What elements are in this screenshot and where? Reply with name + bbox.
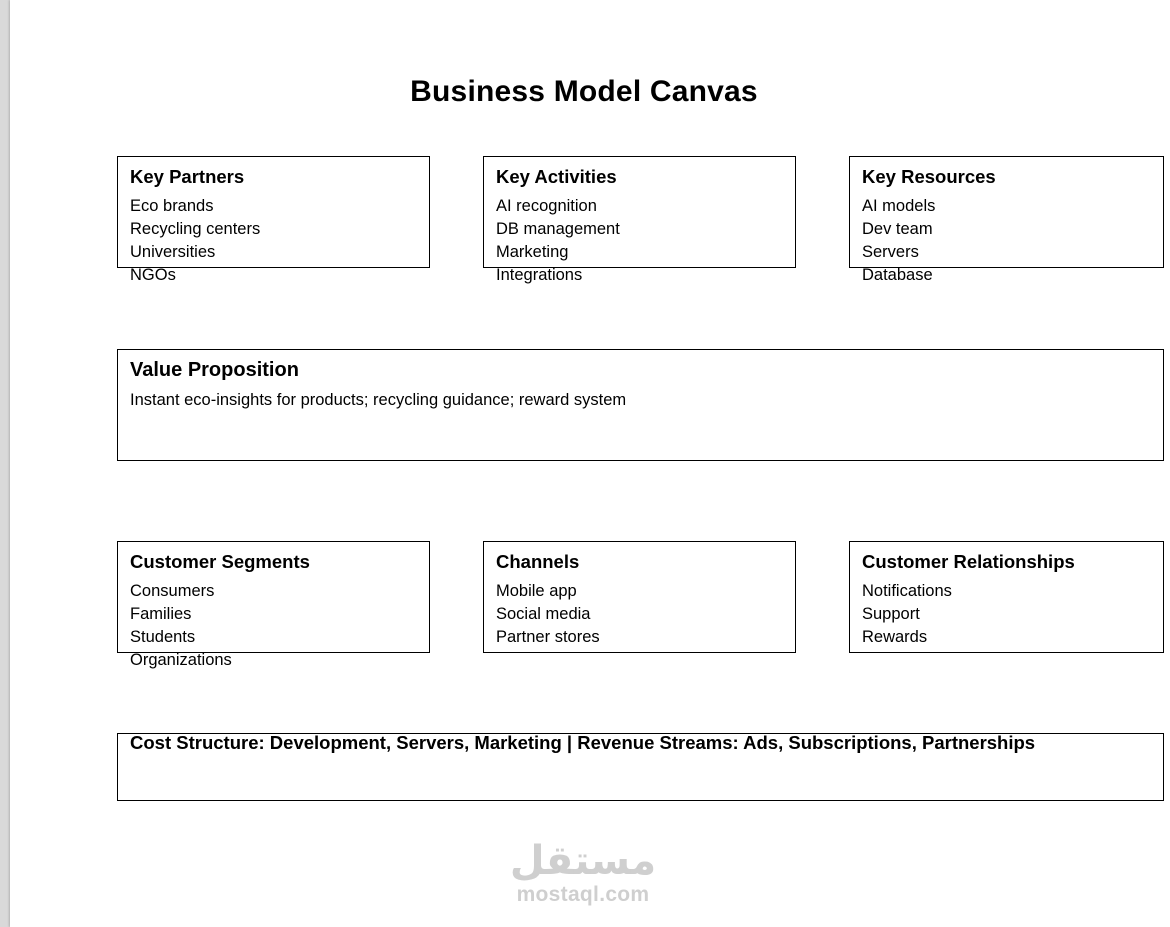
customer-segments-list xyxy=(130,580,232,672)
list-item: Recycling centers xyxy=(130,220,261,238)
list-item: Social media xyxy=(496,605,591,623)
watermark xyxy=(498,838,668,906)
list-item: Integrations xyxy=(496,266,583,284)
list-item: Universities xyxy=(130,243,216,261)
key-resources-heading: Key Resources xyxy=(862,166,996,187)
watermark-latin: mostaql.com xyxy=(516,883,650,906)
list-item: Students xyxy=(130,628,196,646)
key-partners-heading: Key Partners xyxy=(130,166,245,187)
list-item: Consumers xyxy=(130,582,215,600)
key-partners-list xyxy=(130,195,260,287)
list-item: DB management xyxy=(496,220,620,238)
list-item: Servers xyxy=(862,243,919,261)
list-item: Eco brands xyxy=(130,197,214,215)
customer-relationships-box xyxy=(849,541,1164,653)
list-item: AI models xyxy=(862,197,936,215)
key-activities-list xyxy=(496,195,620,287)
key-resources-box xyxy=(849,156,1164,284)
channels-box xyxy=(483,541,796,653)
list-item: NGOs xyxy=(130,266,176,284)
key-resources-list xyxy=(862,195,935,287)
channels-list xyxy=(496,580,600,649)
channels-heading: Channels xyxy=(496,551,580,572)
document-page xyxy=(10,0,1170,927)
list-item: Mobile app xyxy=(496,582,577,600)
list-item: Rewards xyxy=(862,628,928,646)
customer-relationships-heading: Customer Relationships xyxy=(862,551,1075,572)
value-proposition-box xyxy=(117,349,1164,461)
watermark-arabic: مستقل xyxy=(509,838,657,884)
list-item: Notifications xyxy=(862,582,952,600)
customer-segments-box xyxy=(117,541,430,669)
key-activities-box xyxy=(483,156,796,284)
list-item: AI recognition xyxy=(496,197,597,215)
customer-relationships-list xyxy=(862,580,952,649)
list-item: Marketing xyxy=(496,243,569,261)
key-activities-heading: Key Activities xyxy=(496,166,617,187)
value-proposition-heading: Value Proposition xyxy=(130,359,299,381)
list-item: Support xyxy=(862,605,920,623)
cost-revenue-box xyxy=(117,733,1164,801)
customer-segments-heading: Customer Segments xyxy=(130,551,310,572)
list-item: Database xyxy=(862,266,933,284)
key-partners-box xyxy=(117,156,430,284)
page-title: Business Model Canvas xyxy=(410,75,758,108)
value-proposition-text: Instant eco-insights for products; recycling guidance; reward system xyxy=(130,391,627,409)
cost-revenue-text: Cost Structure: Development, Servers, Marketing | Revenue Streams: Ads, Subscriptions, Partnerships xyxy=(130,732,1036,753)
list-item: Organizations xyxy=(130,651,232,669)
list-item: Partner stores xyxy=(496,628,600,646)
list-item: Dev team xyxy=(862,220,933,238)
list-item: Families xyxy=(130,605,192,623)
